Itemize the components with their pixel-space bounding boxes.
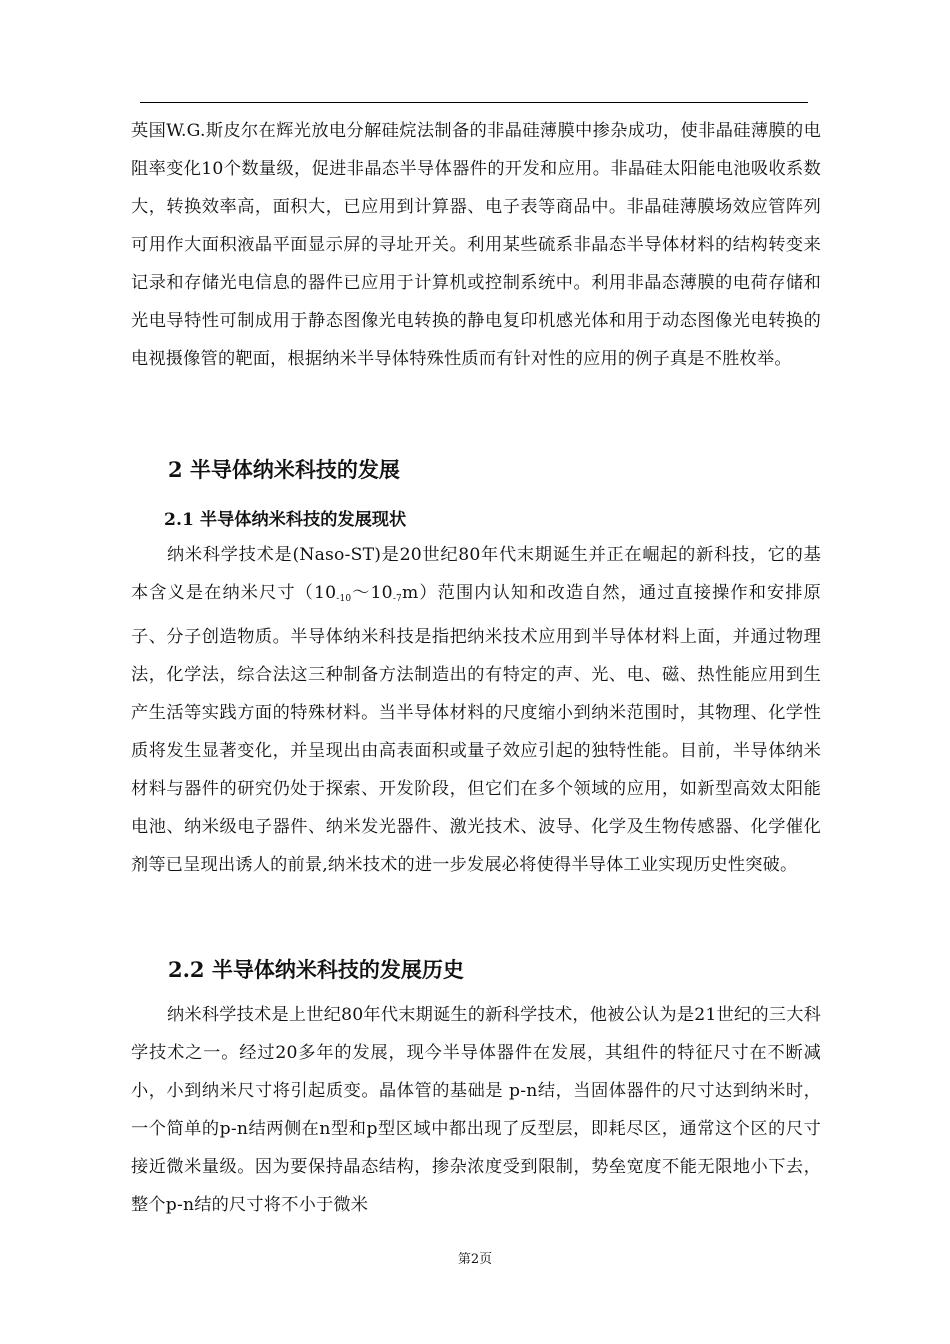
para-2-1-end: m）范围内认知和改造自然，通过直接操作和安排原子、分子创造物质。半导体纳米科技是指把纳米技术应用到半导体材料上面，并通过物理法，化学法，综合法这三种制备方法制造出的有特定的声、光、电、磁、热性能应用到生产生活等实践方面的特殊材料。当半导体材料的尺度缩小到纳米范围时，其物理、化学性质将发生显著变化，并呈现出由高表面积或量子效应引起的独特性能。目前，半导体纳米材料与器件的研究仍处于探索、开发阶段，但它们在多个领域的应用，如新型高效太阳能电池、纳米级电子器件、纳米发光器件、激光技术、波导、化学及生物传感器、化学催化剂等已呈现出诱人的前景,纳米技术的进一步发展必将使得半导体工业实现历史性突破。 (131, 583, 821, 875)
subsection-2-2-block (131, 996, 821, 1224)
exponent-1: -10 (336, 594, 352, 604)
subsection-2-2-paragraph: 纳米科学技术是上世纪80年代末期诞生的新科学技术，他被公认为是21世纪的三大科学技术之一。经过20多年的发展，现今半导体器件在发展，其组件的特征尺寸在不断减小，小到纳米尺寸将引起质变。晶体管的基础是 p-n结，当固体器件的尺寸达到纳米时，一个简单的p-n结两侧在n型和p型区域中都出现了反型层，即耗尽区，通常这个区的尺寸接近微米量级。因为要保持晶态结构，掺杂浓度受到限制，势垒宽度不能无限地小下去，整个p-n结的尺寸将不小于微米 (131, 1005, 821, 1215)
subsection-2-1-block (131, 536, 821, 884)
section-2-title: 2 半导体纳米科技的发展 (168, 457, 400, 482)
exponent-2: -7 (392, 594, 402, 604)
top-paragraph-block (131, 112, 821, 378)
para-2-1-start: 纳米科学技术是(Naso-ST)是20世纪80年代末期诞生并正在崛起的新科技，它的基本含义是在纳米尺寸（10 (131, 545, 821, 603)
page-number: 第2页 (457, 1252, 493, 1267)
para-2-1-mid: ～10 (351, 583, 393, 603)
subsection-2-1-paragraph (131, 536, 821, 884)
subsection-2-1-title: 2.1 半导体纳米科技的发展现状 (164, 510, 407, 530)
subsection-2-2-title: 2.2 半导体纳米科技的发展历史 (168, 957, 464, 982)
header-rule (140, 102, 808, 103)
top-paragraph: 英国W.G.斯皮尔在辉光放电分解硅烷法制备的非晶硅薄膜中掺杂成功，使非晶硅薄膜的电阻率变化10个数量级，促进非晶态半导体器件的开发和应用。非晶硅太阳能电池吸收系数大，转换效率高，面积大，已应用到计算器、电子表等商品中。非晶硅薄膜场效应管阵列可用作大面积液晶平面显示屏的寻址开关。利用某些硫系非晶态半导体材料的结构转变来记录和存储光电信息的器件已应用于计算机或控制系统中。利用非晶态薄膜的电荷存储和光电导特性可制成用于静态图像光电转换的静电复印机感光体和用于动态图像光电转换的电视摄像管的靶面，根据纳米半导体特殊性质而有针对性的应用的例子真是不胜枚举。 (131, 121, 821, 369)
